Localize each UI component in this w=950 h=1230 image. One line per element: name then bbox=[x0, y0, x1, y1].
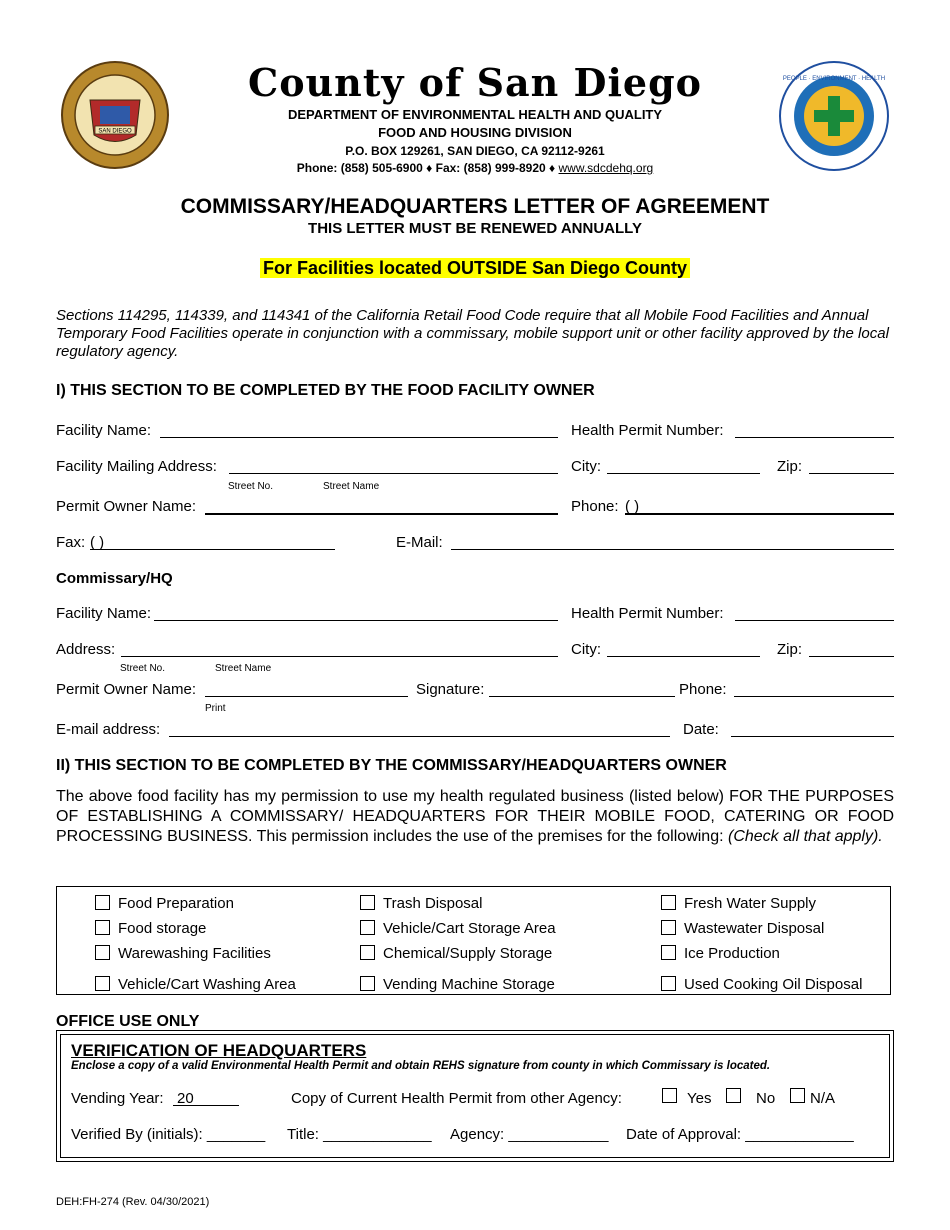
mailing-address-label: Facility Mailing Address: bbox=[56, 458, 217, 475]
checkbox-label: Vehicle/Cart Washing Area bbox=[118, 976, 296, 993]
checkbox-box[interactable] bbox=[95, 920, 110, 935]
checkbox-ice-production[interactable] bbox=[661, 945, 780, 962]
phone-field[interactable] bbox=[625, 513, 894, 515]
verification-heading: VERIFICATION OF HEADQUARTERS bbox=[71, 1041, 367, 1060]
zip-field[interactable] bbox=[809, 473, 894, 474]
health-permit-label: Health Permit Number: bbox=[571, 422, 724, 439]
header-fax: Fax: (858) 999-8920 bbox=[435, 161, 546, 175]
verification-note: Enclose a copy of a valid Environmental Health Permit and obtain REHS signature from county in which Commissary is located. bbox=[71, 1060, 771, 1072]
checkbox-box[interactable] bbox=[661, 976, 676, 991]
county-title: County of San Diego bbox=[247, 60, 703, 105]
c-zip-label: Zip: bbox=[777, 641, 803, 658]
health-permit-field[interactable] bbox=[735, 437, 894, 438]
svg-text:PEOPLE · ENVIRONMENT · HEALTH: PEOPLE · ENVIRONMENT · HEALTH bbox=[782, 76, 886, 82]
vending-year-field[interactable] bbox=[173, 1105, 239, 1106]
verified-by-field[interactable]: Verified By (initials): _______ bbox=[71, 1126, 266, 1143]
copy-permit-label: Copy of Current Health Permit from other Agency: bbox=[291, 1090, 622, 1107]
diamond-icon: ♦ bbox=[549, 161, 556, 175]
checkbox-food-storage[interactable] bbox=[95, 920, 206, 937]
division-name: FOOD AND HOUSING DIVISION bbox=[378, 125, 572, 140]
checkbox-label: Fresh Water Supply bbox=[684, 895, 816, 912]
commissary-heading: Commissary/HQ bbox=[56, 570, 173, 587]
c-zip-field[interactable] bbox=[809, 656, 894, 657]
c-date-field[interactable] bbox=[731, 736, 894, 737]
fax-label: Fax: bbox=[56, 534, 86, 551]
permission-paragraph bbox=[56, 787, 894, 847]
checkbox-box[interactable] bbox=[661, 920, 676, 935]
no-label: No bbox=[756, 1090, 776, 1107]
svg-text:SAN DIEGO: SAN DIEGO bbox=[98, 128, 132, 135]
c-city-label: City: bbox=[571, 641, 601, 658]
c-address-label: Address: bbox=[56, 641, 116, 658]
form-title: COMMISSARY/HEADQUARTERS LETTER OF AGREEMENT bbox=[180, 195, 770, 218]
form-subtitle: THIS LETTER MUST BE RENEWED ANNUALLY bbox=[308, 220, 642, 237]
checkbox-chemical-storage[interactable] bbox=[360, 945, 552, 962]
checkbox-vehicle-storage[interactable] bbox=[360, 920, 556, 937]
phone-paren: ( ) bbox=[625, 498, 640, 515]
c-permit-owner-label: Permit Owner Name: bbox=[56, 681, 197, 698]
agency-field[interactable]: Agency: ____________ bbox=[450, 1126, 609, 1143]
section1-heading: I) THIS SECTION TO BE COMPLETED BY THE FOOD FACILITY OWNER bbox=[56, 382, 595, 399]
po-box-address: P.O. BOX 129261, SAN DIEGO, CA 92112-9261 bbox=[345, 144, 605, 158]
office-use-heading: OFFICE USE ONLY bbox=[56, 1013, 200, 1030]
checkbox-label: Used Cooking Oil Disposal bbox=[684, 976, 863, 993]
checkbox-label: Chemical/Supply Storage bbox=[383, 945, 553, 962]
checkbox-box[interactable] bbox=[360, 895, 375, 910]
checkbox-box[interactable] bbox=[95, 945, 110, 960]
section2-heading: II) THIS SECTION TO BE COMPLETED BY THE COMMISSARY/HEADQUARTERS OWNER bbox=[56, 757, 727, 774]
checkbox-box[interactable] bbox=[95, 976, 110, 991]
facility-name-label: Facility Name: bbox=[56, 422, 152, 439]
street-name-caption: Street Name bbox=[323, 481, 380, 492]
checkbox-no[interactable] bbox=[726, 1088, 741, 1103]
deh-seal-logo bbox=[775, 60, 893, 172]
c-phone-field[interactable] bbox=[734, 696, 894, 697]
intro-paragraph: Sections 114295, 114339, and 114341 of the California Retail Food Code require that all Mobile Food Facilities and Annual Temporary Food Facilities operate in conjunction with a commissary, mobile support unit or other facility approved by the local regulatory agency. bbox=[56, 307, 889, 360]
website-link[interactable]: www.sdcdehq.org bbox=[558, 161, 654, 175]
yes-label: Yes bbox=[687, 1090, 712, 1107]
check-all-note: (Check all that apply). bbox=[728, 828, 883, 845]
checkbox-yes[interactable] bbox=[662, 1088, 677, 1103]
highlight-text: For Facilities located OUTSIDE San Diego County bbox=[260, 258, 690, 278]
city-label: City: bbox=[571, 458, 601, 475]
department-name: DEPARTMENT OF ENVIRONMENTAL HEALTH AND QUALITY bbox=[287, 107, 663, 122]
vending-year-value: 20 bbox=[177, 1090, 194, 1107]
facility-name-field[interactable] bbox=[160, 437, 558, 438]
fax-field[interactable] bbox=[90, 549, 335, 550]
zip-label: Zip: bbox=[777, 458, 803, 475]
checkbox-fresh-water[interactable] bbox=[661, 895, 816, 912]
c-health-permit-field[interactable] bbox=[735, 620, 894, 621]
diamond-icon: ♦ bbox=[426, 161, 433, 175]
c-signature-field[interactable] bbox=[489, 696, 675, 697]
contact-line bbox=[200, 161, 750, 175]
c-date-label: Date: bbox=[683, 721, 719, 738]
checkbox-vehicle-washing[interactable] bbox=[95, 976, 296, 993]
checkbox-box[interactable] bbox=[95, 895, 110, 910]
permission-text: The above food facility has my permission to use my health regulated business (listed below) FOR THE PURPOSES OF ESTABLISHING A COMMISSARY/ HEADQUARTERS FOR THEIR MOBILE FOOD, CATERING OR FOOD PROCESSING BUSINESS. This permission includes the use of the premises for the following: bbox=[56, 788, 894, 845]
phone-label: Phone: bbox=[571, 498, 619, 515]
date-of-approval-field[interactable]: Date of Approval: _____________ bbox=[626, 1126, 854, 1143]
c-facility-name-field[interactable] bbox=[154, 620, 558, 621]
c-phone-label: Phone: bbox=[679, 681, 727, 698]
title-field[interactable]: Title: _____________ bbox=[287, 1126, 432, 1143]
c-city-field[interactable] bbox=[607, 656, 760, 657]
checkbox-label: Wastewater Disposal bbox=[684, 920, 825, 937]
c-street-name-caption: Street Name bbox=[215, 663, 272, 674]
checkbox-box[interactable] bbox=[360, 920, 375, 935]
city-field[interactable] bbox=[607, 473, 760, 474]
fax-paren: ( ) bbox=[90, 534, 105, 551]
checkbox-food-preparation[interactable] bbox=[95, 895, 234, 912]
county-seal-logo bbox=[60, 60, 170, 170]
checkbox-label: Vehicle/Cart Storage Area bbox=[383, 920, 556, 937]
c-email-label: E-mail address: bbox=[56, 721, 161, 738]
email-label: E-Mail: bbox=[396, 534, 443, 551]
c-health-permit-label: Health Permit Number: bbox=[571, 605, 724, 622]
checkbox-warewashing[interactable] bbox=[95, 945, 271, 962]
checkbox-vending-storage[interactable] bbox=[360, 976, 555, 993]
header-phone: Phone: (858) 505-6900 bbox=[296, 161, 423, 175]
checkbox-na[interactable] bbox=[790, 1088, 805, 1103]
checkbox-box[interactable] bbox=[360, 945, 375, 960]
checkbox-box[interactable] bbox=[661, 945, 676, 960]
permit-owner-field[interactable] bbox=[205, 513, 558, 515]
street-no-caption: Street No. bbox=[228, 481, 274, 492]
checkbox-trash-disposal[interactable] bbox=[360, 895, 482, 912]
mailing-address-field[interactable] bbox=[229, 473, 558, 474]
c-signature-label: Signature: bbox=[416, 681, 485, 698]
checkbox-wastewater[interactable] bbox=[661, 920, 824, 937]
vending-year-label: Vending Year: bbox=[71, 1090, 164, 1107]
email-field[interactable] bbox=[451, 549, 894, 550]
c-email-field[interactable] bbox=[169, 736, 670, 737]
checkbox-label: Food Preparation bbox=[118, 895, 234, 912]
checkbox-label: Ice Production bbox=[684, 945, 780, 962]
c-facility-name-label: Facility Name: bbox=[56, 605, 152, 622]
c-permit-owner-field[interactable] bbox=[205, 696, 408, 697]
checkbox-label: Trash Disposal bbox=[383, 895, 483, 912]
outside-county-banner bbox=[0, 258, 950, 279]
checkbox-box[interactable] bbox=[360, 976, 375, 991]
checkbox-label: Food storage bbox=[118, 920, 207, 937]
form-number-footer: DEH:FH-274 (Rev. 04/30/2021) bbox=[56, 1196, 210, 1208]
checkbox-box[interactable] bbox=[661, 895, 676, 910]
checkbox-label: Vending Machine Storage bbox=[383, 976, 555, 993]
print-caption: Print bbox=[205, 703, 226, 714]
checkbox-cooking-oil[interactable] bbox=[661, 976, 862, 993]
na-label: N/A bbox=[810, 1090, 836, 1107]
c-street-no-caption: Street No. bbox=[120, 663, 166, 674]
permit-owner-label: Permit Owner Name: bbox=[56, 498, 197, 515]
checkbox-label: Warewashing Facilities bbox=[118, 945, 271, 962]
c-address-field[interactable] bbox=[121, 656, 558, 657]
